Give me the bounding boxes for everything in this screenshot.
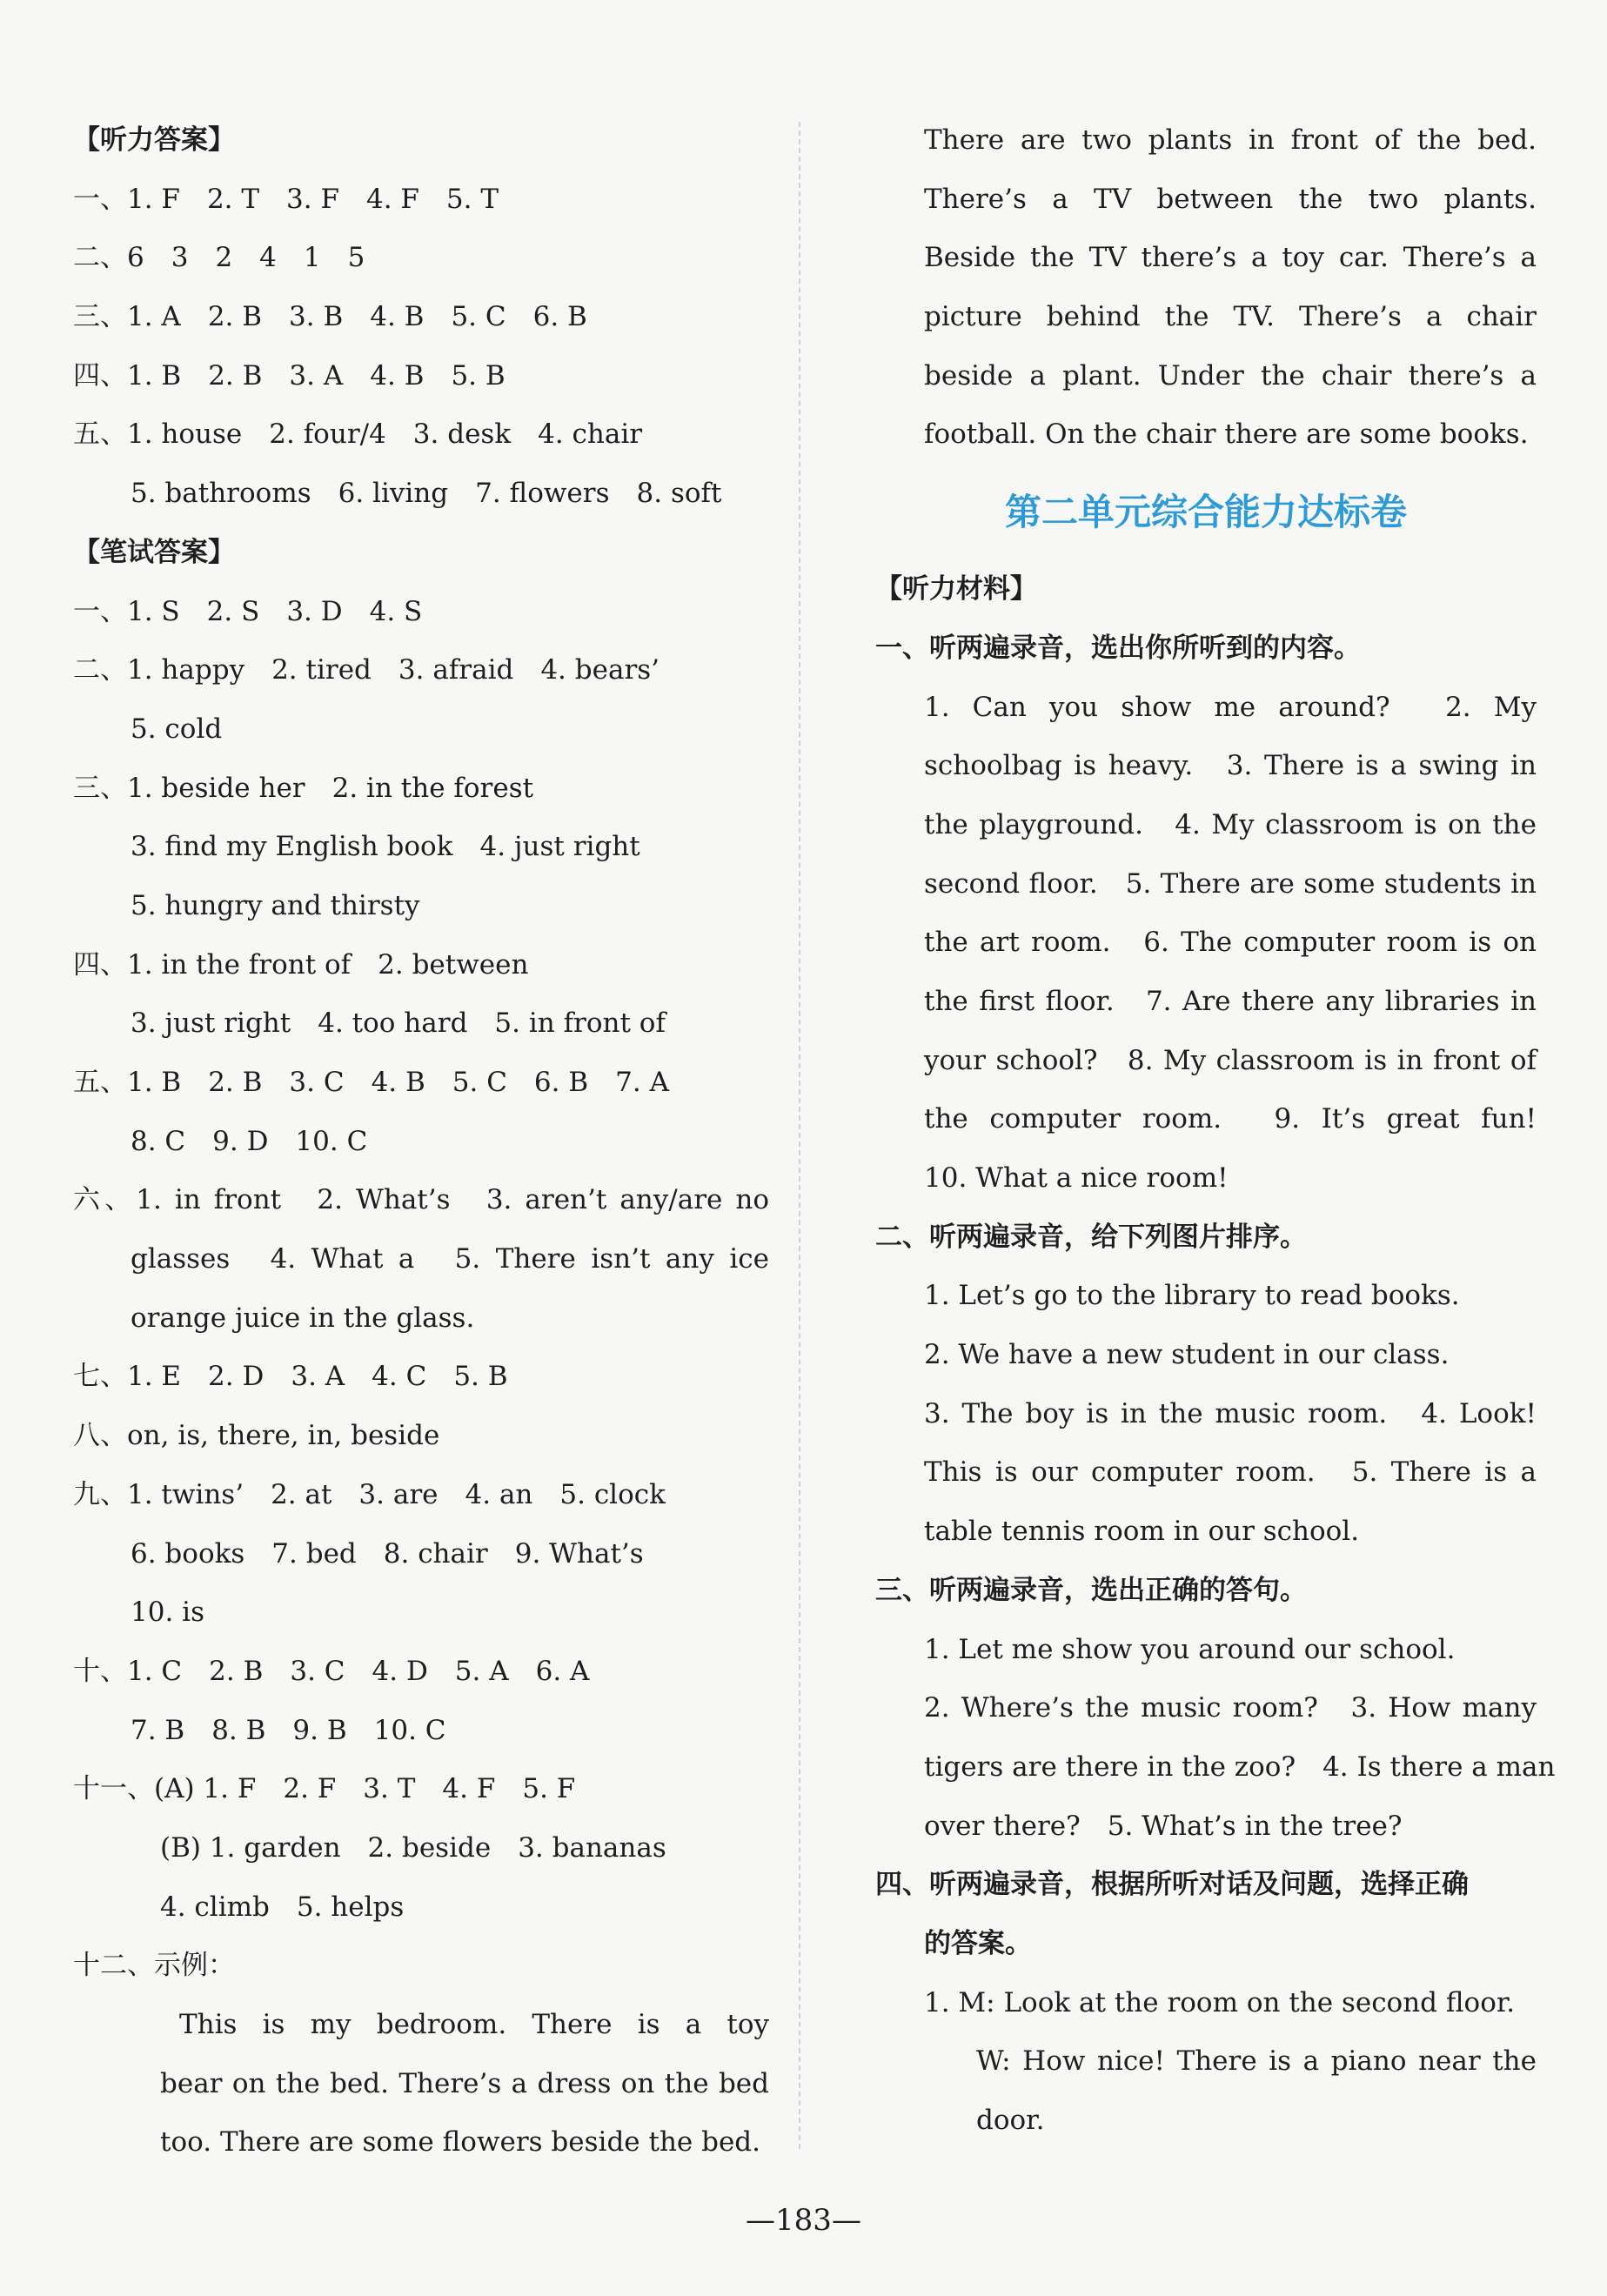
text-line: 8. C 9. D 10. C (131, 1125, 368, 1157)
text-line: 【听力材料】 (875, 573, 1037, 606)
text-line: This is our computer room. 5. There is a (924, 1456, 1537, 1489)
text-line: 四、1. B 2. B 3. A 4. B 5. B (73, 359, 506, 392)
text-line: the first floor. 7. Are there any libraries in (924, 985, 1537, 1017)
text-line: 5. cold (131, 713, 223, 745)
text-line: Beside the TV there’s a toy car. There’s a (924, 242, 1537, 274)
text-line: 【笔试答案】 (73, 536, 235, 568)
text-line: picture behind the TV. There’s a chair (924, 301, 1537, 333)
text-line: 1. Let me show you around our school. (924, 1633, 1456, 1665)
text-line: 4. climb 5. helps (160, 1891, 405, 1923)
right-column-top-text (875, 111, 1537, 465)
text-line: football. On the chair there are some books. (924, 418, 1529, 451)
text-line: 五、1. house 2. four/4 3. desk 4. chair (73, 418, 643, 451)
text-line: the computer room. 9. It’s great fun! (924, 1103, 1537, 1135)
page-number: —183— (746, 2203, 861, 2238)
text-line: 10. What a nice room! (924, 1162, 1229, 1194)
text-line: the playground. 4. My classroom is on the (924, 808, 1537, 840)
text-line: 一、1. S 2. S 3. D 4. S (73, 595, 423, 627)
text-line: 2. Where’s the music room? 3. How many (924, 1692, 1537, 1724)
text-line: 十一、(A) 1. F 2. F 3. T 4. F 5. F (73, 1773, 576, 1805)
text-line: 二、1. happy 2. tired 3. afraid 4. bears’ (73, 654, 660, 686)
text-line: glasses 4. What a 5. There isn’t any ice (131, 1243, 769, 1275)
text-line: the art room. 6. The computer room is on (924, 927, 1537, 959)
text-line: 四、听两遍录音，根据所听对话及问题，选择正确 (875, 1869, 1469, 1901)
text-line: (B) 1. garden 2. beside 3. bananas (160, 1831, 666, 1864)
text-line: second floor. 5. There are some students in (924, 867, 1537, 900)
text-line: W: How nice! There is a piano near the (976, 2045, 1537, 2078)
text-line: 3. find my English book 4. just right (131, 831, 640, 863)
text-line: beside a plant. Under the chair there’s a (924, 359, 1537, 392)
right-column (875, 111, 1556, 2151)
text-line: tigers are there in the zoo? 4. Is there a man (924, 1750, 1556, 1783)
text-line: 3. The boy is in the music room. 4. Look! (924, 1397, 1537, 1429)
text-line: orange juice in the glass. (131, 1302, 475, 1334)
text-line: 二、听两遍录音，给下列图片排序。 (875, 1221, 1307, 1253)
text-line: 2. We have a new student in our class. (924, 1339, 1450, 1371)
text-line: 三、1. beside her 2. in the forest (73, 772, 534, 804)
text-line: too. There are some flowers beside the bed. (160, 2126, 760, 2159)
text-line: 八、on, is, there, in, beside (73, 1420, 440, 1452)
section-title: 第二单元综合能力达标卷 (1004, 491, 1407, 534)
text-line: 四、1. in the front of 2. between (73, 948, 529, 981)
text-line: 3. just right 4. too hard 5. in front of (131, 1007, 666, 1040)
text-line: 1. M: Look at the room on the second floor. (924, 1986, 1516, 2018)
text-line: 1. Can you show me around? 2. My (924, 691, 1537, 723)
text-line: 一、1. F 2. T 3. F 4. F 5. T (73, 183, 499, 215)
text-line: schoolbag is heavy. 3. There is a swing in (924, 750, 1537, 782)
text-line: 6. books 7. bed 8. chair 9. What’s (131, 1537, 644, 1570)
text-line: 七、1. E 2. D 3. A 4. C 5. B (73, 1361, 508, 1393)
text-line: This is my bedroom. There is a toy (179, 2009, 769, 2040)
text-line: 10. is (131, 1596, 204, 1629)
text-line: 【听力答案】 (73, 124, 235, 156)
text-line: 三、听两遍录音，选出正确的答句。 (875, 1574, 1307, 1606)
text-line: 的答案。 (924, 1927, 1032, 1959)
text-line: over there? 5. What’s in the tree? (924, 1810, 1403, 1842)
text-line: 5. hungry and thirsty (131, 889, 420, 921)
text-line: 5. bathrooms 6. living 7. flowers 8. soft (131, 478, 722, 510)
text-line: 1. Let’s go to the library to read books. (924, 1280, 1460, 1312)
text-line: table tennis room in our school. (924, 1516, 1360, 1548)
text-line: 7. B 8. B 9. B 10. C (131, 1714, 446, 1746)
column-divider (799, 122, 800, 2149)
text-line: door. (976, 2105, 1045, 2136)
text-line: 二、6 3 2 4 1 5 (73, 242, 365, 274)
text-line: 一、听两遍录音，选出你所听到的内容。 (875, 632, 1361, 664)
text-line: bear on the bed. There’s a dress on the bed (160, 2067, 769, 2099)
text-line: your school? 8. My classroom is in front of (924, 1044, 1537, 1076)
left-column (73, 111, 769, 2172)
text-line: 十、1. C 2. B 3. C 4. D 5. A 6. A (73, 1655, 590, 1687)
text-line: There’s a TV between the two plants. (924, 183, 1537, 215)
text-line: There are two plants in front of the bed. (924, 124, 1537, 156)
text-line: 六、1. in front 2. What’s 3. aren’t any/are no (73, 1184, 769, 1216)
right-column-bottom-text (875, 560, 1556, 2151)
text-line: 九、1. twins’ 2. at 3. are 4. an 5. clock (73, 1478, 666, 1510)
text-line: 五、1. B 2. B 3. C 4. B 5. C 6. B 7. A (73, 1067, 669, 1098)
text-line: 三、1. A 2. B 3. B 4. B 5. C 6. B (73, 301, 587, 333)
text-line: 十二、示例： (73, 1950, 235, 1982)
